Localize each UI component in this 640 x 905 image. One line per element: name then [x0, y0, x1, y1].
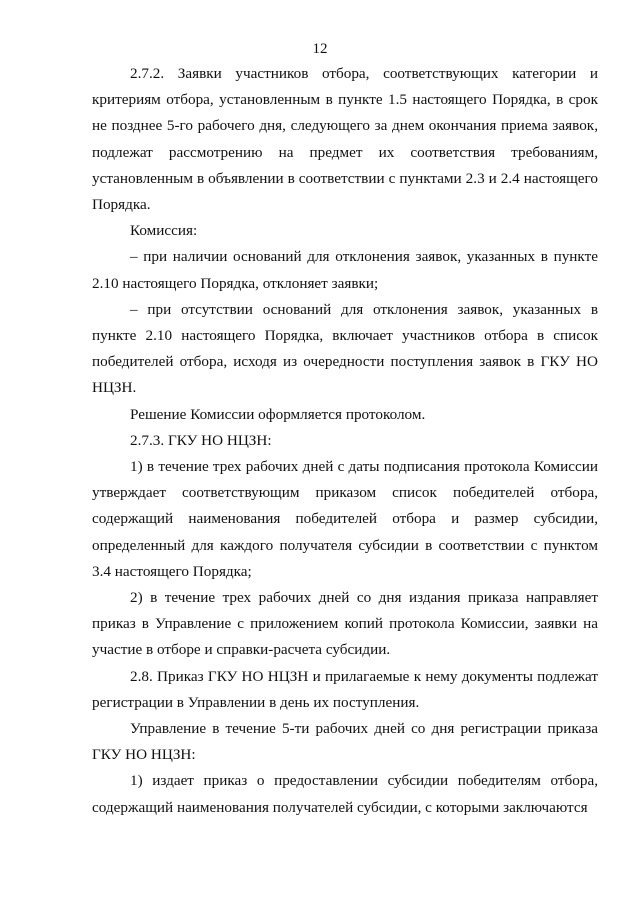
paragraph-2-7-2: 2.7.2. Заявки участников отбора, соответствующих категории и критериям отбора, установленным в пункте 1.5 настоящего Порядка, в срок не позднее 5-го рабочего дня, следующего за днем окончания приема заявок, подлежат рассмотрению на предмет их соответствия требованиям, установленным в объявлении в соответствии с пунктами 2.3 и 2.4 настоящего Порядка. — [92, 65, 598, 214]
paragraph-item-1-approve: 1) в течение трех рабочих дней с даты подписания протокола Комиссии утверждает соответствующим приказом список победителей отбора, содержащий наименования победителей отбора и размер субсидии, определенный для каждого получателя субсидии в соответствии с пунктом 3.4 настоящего Порядка; — [92, 458, 598, 580]
page-number: 12 — [312, 41, 328, 57]
paragraph-2-7-3: 2.7.3. ГКУ НО НЦЗН: — [130, 431, 272, 449]
paragraph-item-1-issue: 1) издает приказ о предоставлении субсидии победителям отбора, содержащий наименования получателей субсидии, с которыми заключаются — [92, 772, 598, 816]
document-body — [92, 61, 598, 821]
paragraph-commission: Комиссия: — [130, 222, 198, 240]
paragraph-decision: Решение Комиссии оформляется протоколом. — [130, 405, 426, 423]
paragraph-2-8: 2.8. Приказ ГКУ НО НЦЗН и прилагаемые к нему документы подлежат регистрации в Управлении в день их поступления. — [92, 667, 598, 711]
paragraph-reject-item: – при наличии оснований для отклонения заявок, указанных в пункте 2.10 настоящего Порядка, отклоняет заявки; — [92, 248, 598, 292]
paragraph-directorate: Управление в течение 5-ти рабочих дней со дня регистрации приказа ГКУ НО НЦЗН: — [92, 720, 598, 764]
paragraph-include-item: – при отсутствии оснований для отклонения заявок, указанных в пункте 2.10 настоящего Порядка, включает участников отбора в список победителей отбора, исходя из очередности поступления заявок в ГКУ НО НЦЗН. — [92, 300, 598, 397]
paragraph-item-2-send: 2) в течение трех рабочих дней со дня издания приказа направляет приказ в Управление с приложением копий протокола Комиссии, заявки на участие в отборе и справки-расчета субсидии. — [92, 589, 598, 659]
